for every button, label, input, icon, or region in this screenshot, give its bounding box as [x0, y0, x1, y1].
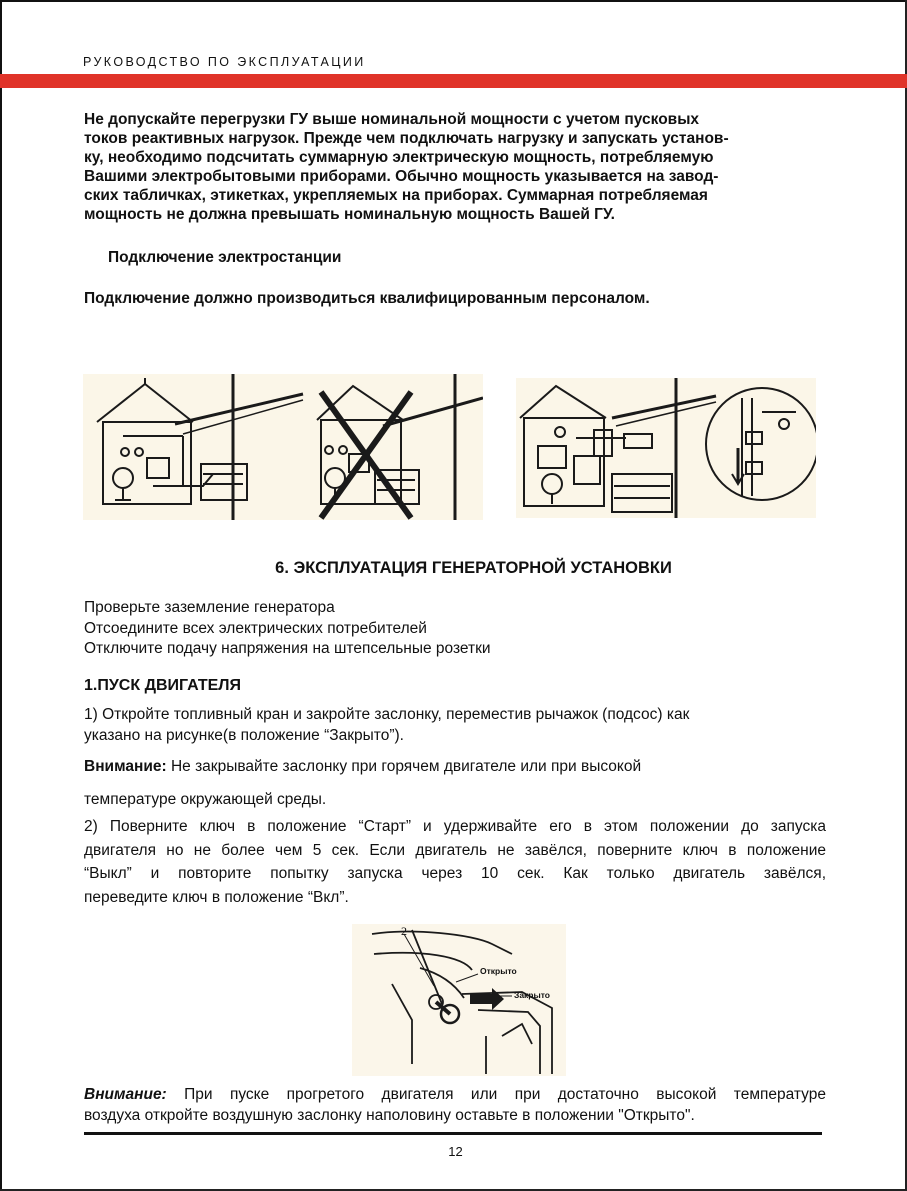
checklist-item: Проверьте заземление генератора — [84, 599, 335, 616]
page-frame-left — [0, 0, 2, 1191]
warning-line: токов реактивных нагрузок. Прежде чем подключать нагрузку и запускать установ- — [84, 130, 729, 147]
wiring-diagrams-illustration — [83, 374, 483, 520]
connection-heading: Подключение электростанции — [108, 249, 342, 266]
caution-2-line-1 — [84, 1084, 826, 1105]
warning-line: мощность не должна превышать номинальную мощность Вашей ГУ. — [84, 206, 615, 223]
caution-2 — [84, 1084, 826, 1126]
section-title: 6. ЭКСПЛУАТАЦИЯ ГЕНЕРАТОРНОЙ УСТАНОВКИ — [275, 559, 672, 577]
caution-1-text: Не закрывайте заслонку при горячем двигателе или при высокой — [166, 758, 642, 775]
pre-start-checklist — [84, 598, 491, 660]
caution-2-line-2: воздуха откройте воздушную заслонку наполовину оставьте в положении "Открыто". — [84, 1107, 695, 1124]
step-2-line: двигателя но не более чем 5 сек. Если двигатель не завёлся, поверните ключ в положение — [84, 841, 826, 859]
transfer-switch-panel — [516, 378, 816, 518]
page-number: 12 — [448, 1144, 463, 1159]
checklist-item: Отсоедините всех электрических потребителей — [84, 619, 427, 637]
overload-warning — [84, 110, 844, 224]
warning-line: Вашими электробытовыми приборами. Обычно мощность указывается на завод- — [84, 168, 719, 185]
step-1-line: 1) Откройте топливный кран и закройте заслонку, переместив рычажок (подсос) как — [84, 706, 690, 723]
transfer-switch-illustration — [516, 378, 816, 518]
step-2-line: “Выкл” и повторите попытку запуска через 10 сек. Как только двигатель завёлся, — [84, 865, 826, 882]
checklist-item: Отключите подачу напряжения на штепсельные розетки — [84, 640, 491, 657]
warning-line: ских табличках, этикетках, укрепляемых на приборах. Суммарная потребляемая — [84, 187, 708, 204]
header-red-bar — [0, 74, 907, 88]
step-1-line: указано на рисунке(в положение “Закрыто”). — [84, 727, 404, 744]
warning-line: Не допускайте перегрузки ГУ выше номинальной мощности с учетом пусковых — [84, 111, 700, 128]
step-2-paragraph — [84, 815, 826, 909]
page-frame-top — [0, 0, 907, 2]
figure-label-closed: Закрыто — [514, 990, 551, 1000]
wiring-diagrams-panel — [83, 374, 483, 520]
engine-start-heading: 1.ПУСК ДВИГАТЕЛЯ — [84, 677, 242, 694]
manual-header-title: РУКОВОДСТВО ПО ЭКСПЛУАТАЦИИ — [83, 55, 366, 69]
figure-callout-number: 2 — [401, 924, 407, 938]
figure-label-open: Открыто — [480, 966, 517, 976]
footer-rule — [84, 1132, 822, 1135]
step-1-paragraph — [84, 704, 826, 746]
caution-1 — [84, 756, 826, 777]
caution-1-continuation: температуре окружающей среды. — [84, 791, 327, 808]
choke-lever-illustration — [352, 924, 566, 1076]
qualified-personnel-note: Подключение должно производиться квалифицированным персоналом. — [84, 290, 650, 307]
step-2-line: 2) Поверните ключ в положение “Старт” и удерживайте его в этом положении до запуска — [84, 818, 826, 835]
choke-lever-figure — [352, 924, 566, 1076]
caution-2-label: Внимание: — [84, 1086, 167, 1103]
step-2-line: переведите ключ в положение “Вкл”. — [84, 888, 349, 906]
caution-1-label: Внимание: — [84, 758, 167, 775]
caution-2-text: При пуске прогретого двигателя или при достаточно высокой температуре — [166, 1086, 826, 1103]
warning-line: ку, необходимо подсчитать суммарную электрическую мощность, потребляемую — [84, 149, 714, 166]
